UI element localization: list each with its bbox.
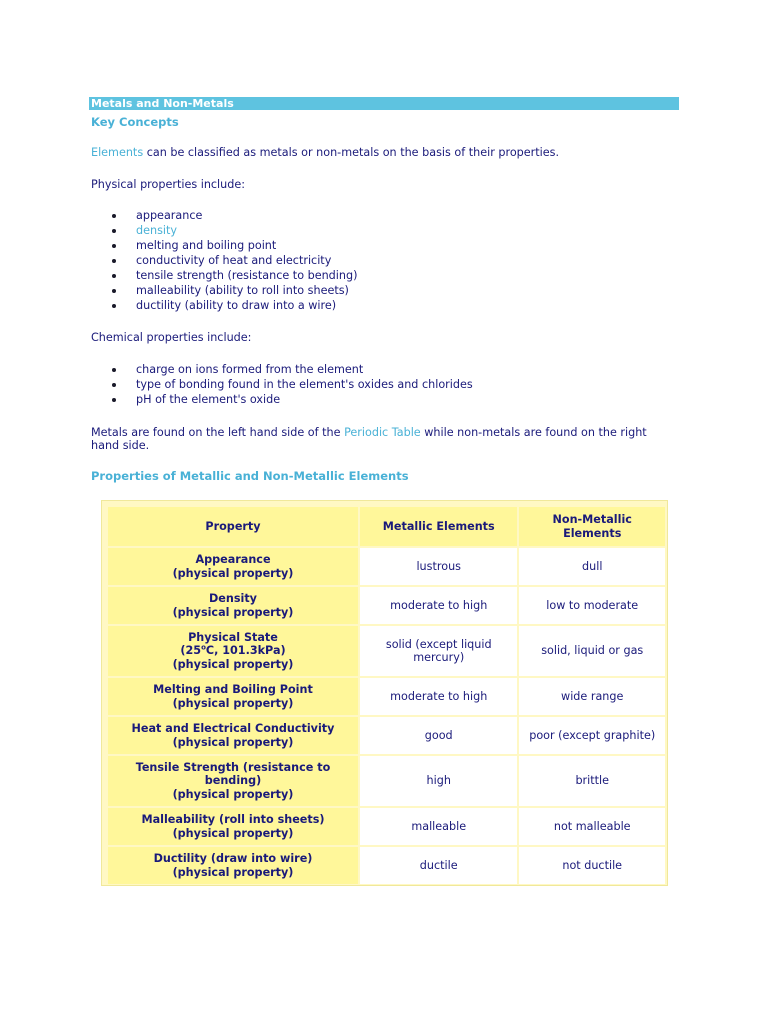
list-item [91,377,473,392]
bullet-icon [112,368,116,372]
key-concepts-heading: Key Concepts [91,115,179,129]
conditions-sup: o [201,643,206,652]
non-metallic-value: not malleable [519,808,665,845]
property-cell [108,756,358,806]
property-name: Tensile Strength (resistance to bending) [135,760,331,788]
list-item [91,208,357,223]
bullet-icon [112,214,116,218]
table-row [108,717,665,754]
list-item [91,268,357,283]
bullet-icon [112,229,116,233]
property-note: (physical property) [172,657,294,671]
bullet-icon [112,383,116,387]
list-item-text: melting and boiling point [136,239,277,252]
property-note: (physical property) [172,826,294,840]
elements-link[interactable]: Elements [91,146,144,159]
bullet-icon [112,244,116,248]
property-conditions [114,644,352,658]
metallic-value: moderate to high [360,678,517,715]
list-item-text: appearance [136,209,203,222]
list-item [91,253,357,268]
properties-heading: Properties of Metallic and Non-Metallic Elements [91,469,409,483]
list-item-text: pH of the element's oxide [136,393,281,406]
property-name: Density [209,592,257,605]
list-item-text: malleability (ability to roll into sheets) [136,284,349,297]
list-item-text: ductility (ability to draw into a wire) [136,299,337,312]
property-name: Physical State [188,630,278,644]
conditions-post: C, 101.3kPa) [205,644,286,658]
list-item [91,298,357,313]
header-non-metallic: Non-Metallic Elements [519,507,665,546]
property-name: Melting and Boiling Point [153,683,313,696]
table-row [108,548,665,585]
table-row [108,847,665,884]
list-item-text: tensile strength (resistance to bending) [136,269,358,282]
bullet-icon [112,289,116,293]
list-item-text: conductivity of heat and electricity [136,254,332,267]
bullet-icon [112,274,116,278]
metallic-value: malleable [360,808,517,845]
table-row [108,678,665,715]
list-item [91,238,357,253]
page-title: Metals and Non-Metals [89,97,679,110]
metallic-value: solid (except liquid mercury) [360,626,517,676]
property-cell [108,847,358,884]
list-item [91,223,357,238]
intro-paragraph [91,146,671,159]
metallic-value: high [360,756,517,806]
list-item-text: type of bonding found in the element's oxides and chlorides [136,378,473,391]
periodic-paragraph [91,426,666,452]
list-item [91,362,473,377]
property-name: Malleability (roll into sheets) [141,813,325,826]
metallic-value: lustrous [360,548,517,585]
bullet-icon [112,398,116,402]
non-metallic-value: brittle [519,756,665,806]
bullet-icon [112,259,116,263]
conditions-pre: (25 [180,644,202,658]
non-metallic-value: wide range [519,678,665,715]
metallic-value: moderate to high [360,587,517,624]
metallic-value: ductile [360,847,517,884]
header-metallic: Metallic Elements [360,507,517,546]
table-row [108,587,665,624]
properties-table [106,505,667,886]
table-header-row [108,507,665,546]
property-cell [108,678,358,715]
property-name: Heat and Electrical Conductivity [131,722,335,735]
property-cell [108,808,358,845]
property-note: (physical property) [172,787,294,801]
physical-properties-intro: Physical properties include: [91,178,246,191]
property-note: (physical property) [172,605,294,619]
density-link[interactable]: density [136,224,178,237]
intro-text: can be classified as metals or non-metals on the basis of their properties. [143,146,560,159]
non-metallic-value: poor (except graphite) [519,717,665,754]
non-metallic-value: solid, liquid or gas [519,626,665,676]
periodic-text-before: Metals are found on the left hand side of the [91,426,345,439]
property-name: Ductility (draw into wire) [153,852,313,865]
list-item [91,283,357,298]
property-note: (physical property) [172,865,294,879]
table-row [108,756,665,806]
table-row [108,626,665,676]
property-name: Appearance [195,553,271,566]
chemical-properties-list [91,362,473,407]
periodic-text-after: while non-metals are found on the right hand side. [91,426,647,452]
chemical-properties-intro: Chemical properties include: [91,331,252,344]
table-row [108,808,665,845]
property-cell [108,717,358,754]
metallic-value: good [360,717,517,754]
periodic-table-link[interactable]: Periodic Table [344,426,421,439]
header-property: Property [108,507,358,546]
property-note: (physical property) [172,696,294,710]
property-cell [108,587,358,624]
property-cell [108,626,358,676]
non-metallic-value: low to moderate [519,587,665,624]
property-note: (physical property) [172,566,294,580]
non-metallic-value: dull [519,548,665,585]
non-metallic-value: not ductile [519,847,665,884]
list-item-text: charge on ions formed from the element [136,363,364,376]
list-item [91,392,473,407]
property-note: (physical property) [172,735,294,749]
properties-table-frame [101,500,668,886]
property-cell [108,548,358,585]
bullet-icon [112,304,116,308]
physical-properties-list [91,208,357,313]
